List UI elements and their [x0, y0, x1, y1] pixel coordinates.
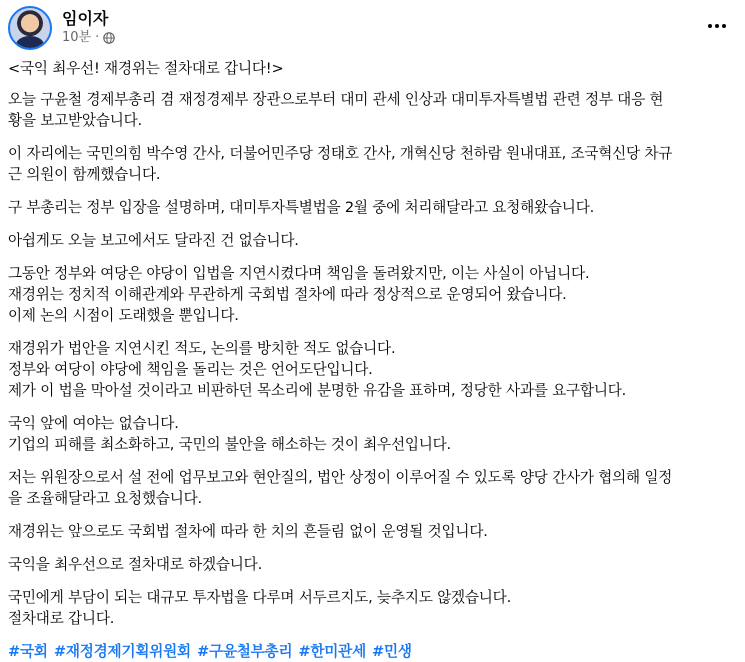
paragraph-line: 재경위는 정치적 이해관계와 무관하게 국회법 절차에 따라 정상적으로 운영되어 왔습니다.	[8, 286, 567, 303]
post-paragraph	[8, 338, 736, 401]
hashtag-link[interactable]: #한미관세	[298, 643, 366, 660]
post-paragraph	[8, 230, 736, 251]
hashtag-link[interactable]: #국회	[8, 643, 48, 660]
hashtag-link[interactable]: #민생	[371, 643, 412, 660]
paragraph-line: 국민에게 부담이 되는 대규모 투자법을 다루며 서두르지도, 늦추지도 않겠습니다.	[8, 589, 512, 606]
paragraph-line: 구 부총리는 정부 입장을 설명하며, 대미투자특별법을 2월 중에 처리해달라고 요청해왔습니다.	[8, 199, 595, 216]
paragraph-line: 오늘 구윤철 경제부총리 겸 재정경제부 장관으로부터 대미 관세 인상과 대미투자특별법 관련 정부 대응 현	[8, 91, 664, 108]
post-header	[8, 4, 115, 52]
post-body	[8, 58, 736, 662]
post-meta	[62, 9, 115, 47]
post-paragraph	[8, 467, 736, 509]
hashtag-list	[8, 641, 736, 662]
paragraph-line: 재경위가 법안을 지연시킨 적도, 논의를 방치한 적도 없습니다.	[8, 340, 396, 357]
globe-icon[interactable]	[103, 32, 115, 44]
paragraph-line: 황을 보고받았습니다.	[8, 112, 142, 129]
paragraph-line: 정부와 여당이 야당에 책임을 돌리는 것은 언어도단입니다.	[8, 361, 373, 378]
post-paragraph	[8, 413, 736, 455]
paragraph-line: <국익 최우선! 재경위는 절차대로 갑니다!>	[8, 60, 284, 77]
paragraph-line: 저는 위원장으로서 설 전에 업무보고와 현안질의, 법안 상정이 이루어질 수 있도록 양당 간사가 협의해 일정	[8, 469, 673, 486]
paragraph-line: 기업의 피해를 최소화하고, 국민의 불안을 해소하는 것이 최우선입니다.	[8, 436, 451, 453]
post-paragraph	[8, 521, 736, 542]
avatar[interactable]	[8, 6, 52, 50]
paragraph-line: 제가 이 법을 막아설 것이라고 비판하던 목소리에 분명한 유감을 표하며, 정당한 사과를 요구합니다.	[8, 382, 627, 399]
post-paragraph	[8, 263, 736, 326]
meta-separator: ·	[95, 30, 100, 45]
post-paragraph	[8, 554, 736, 575]
post-paragraph	[8, 143, 736, 185]
post-paragraph	[8, 89, 736, 131]
paragraph-line: 이 자리에는 국민의힘 박수영 간사, 더불어민주당 정태호 간사, 개혁신당 천하람 원내대표, 조국혁신당 차규	[8, 145, 673, 162]
paragraph-line: 이제 논의 시점이 도래했을 뿐입니다.	[8, 307, 239, 324]
paragraph-line: 재경위는 앞으로도 국회법 절차에 따라 한 치의 흔들림 없이 운영될 것입니다.	[8, 523, 488, 540]
paragraph-line: 아쉽게도 오늘 보고에서도 달라진 건 없습니다.	[8, 232, 299, 249]
post-paragraph	[8, 587, 736, 629]
paragraph-line: 근 의원이 함께했습니다.	[8, 166, 161, 183]
post-paragraph	[8, 197, 736, 218]
author-name[interactable]: 임이자	[62, 9, 109, 28]
hashtag-link[interactable]: #구윤철부총리	[196, 643, 293, 660]
paragraph-line: 국익 앞에 여야는 없습니다.	[8, 415, 179, 432]
more-options-icon[interactable]	[703, 14, 731, 38]
paragraph-line: 절차대로 갑니다.	[8, 610, 115, 627]
post-subline	[62, 29, 115, 47]
paragraph-line: 을 조율해달라고 요청했습니다.	[8, 490, 202, 507]
paragraph-line: 국익을 최우선으로 절차대로 하겠습니다.	[8, 556, 263, 573]
post-time[interactable]: 10분	[62, 30, 92, 45]
hashtag-link[interactable]: #재정경제기획위원회	[53, 643, 191, 660]
paragraph-line: 그동안 정부와 여당은 야당이 입법을 지연시켰다며 책임을 돌려왔지만, 이는 사실이 아닙니다.	[8, 265, 590, 282]
post-headline	[8, 58, 736, 79]
